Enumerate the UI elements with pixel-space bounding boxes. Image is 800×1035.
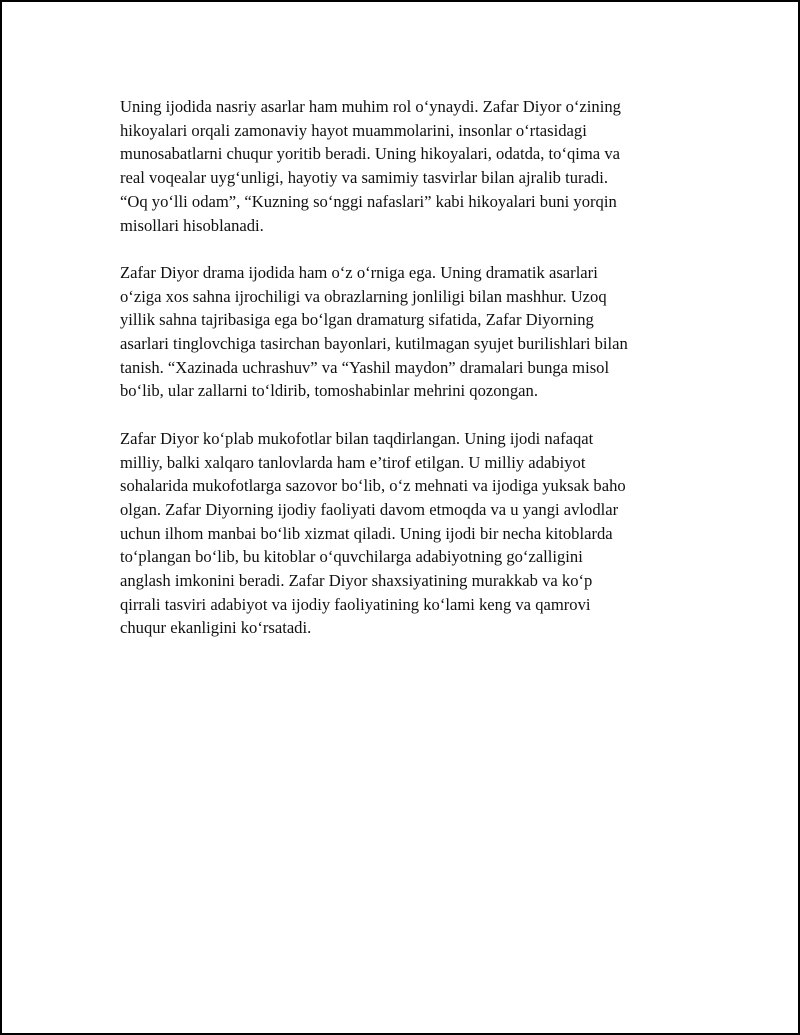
paragraph-1	[120, 95, 690, 237]
text-line: chuqur ekanligini ko‘rsatadi.	[120, 618, 312, 638]
text-line: real voqealar uyg‘unligi, hayotiy va samimiy tasvirlar bilan ajralib turadi.	[120, 168, 608, 188]
text-line: misollari hisoblanadi.	[120, 215, 264, 235]
text-line: Zafar Diyor drama ijodida ham o‘z o‘rniga ega. Uning dramatik asarlari	[120, 262, 598, 282]
text-line: sohalarida mukofotlarga sazovor bo‘lib, o‘z mehnati va ijodiga yuksak baho	[120, 476, 626, 496]
text-line: Zafar Diyor ko‘plab mukofotlar bilan taqdirlangan. Uning ijodi nafaqat	[120, 428, 594, 448]
text-line: olgan. Zafar Diyorning ijodiy faoliyati davom etmoqda va u yangi avlodlar	[120, 499, 619, 519]
text-line: hikoyalari orqali zamonaviy hayot muammolarini, insonlar o‘rtasidagi	[120, 120, 587, 140]
text-line: bo‘lib, ular zallarni to‘ldirib, tomoshabinlar mehrini qozongan.	[120, 381, 538, 401]
text-line: tanish. “Xazinada uchrashuv” va “Yashil maydon” dramalari bunga misol	[120, 357, 610, 377]
text-line: anglash imkonini beradi. Zafar Diyor shaxsiyatining murakkab va ko‘p	[120, 571, 593, 591]
text-line: “Oq yo‘lli odam”, “Kuzning so‘nggi nafaslari” kabi hikoyalari buni yorqin	[120, 191, 617, 211]
paragraph-2	[120, 261, 690, 403]
text-line: uchun ilhom manbai bo‘lib xizmat qiladi. Uning ijodi bir necha kitoblarda	[120, 523, 613, 543]
text-line: yillik sahna tajribasiga ega bo‘lgan dramaturg sifatida, Zafar Diyorning	[120, 310, 594, 330]
text-line: to‘plangan bo‘lib, bu kitoblar o‘quvchilarga adabiyotning go‘zalligini	[120, 547, 583, 567]
text-line: o‘ziga xos sahna ijrochiligi va obrazlarning jonliligi bilan mashhur. Uzoq	[120, 286, 607, 306]
text-line: munosabatlarni chuqur yoritib beradi. Uning hikoyalari, odatda, to‘qima va	[120, 144, 620, 164]
text-line: asarlari tinglovchiga tasirchan bayonlari, kutilmagan syujet burilishlari bilan	[120, 334, 628, 354]
document-body	[120, 95, 690, 664]
paragraph-3	[120, 427, 690, 640]
text-line: qirrali tasviri adabiyot va ijodiy faoliyatining ko‘lami keng va qamrovi	[120, 594, 591, 614]
text-line: milliy, balki xalqaro tanlovlarda ham e’tirof etilgan. U milliy adabiyot	[120, 452, 586, 472]
text-line: Uning ijodida nasriy asarlar ham muhim rol o‘ynaydi. Zafar Diyor o‘zining	[120, 97, 621, 116]
